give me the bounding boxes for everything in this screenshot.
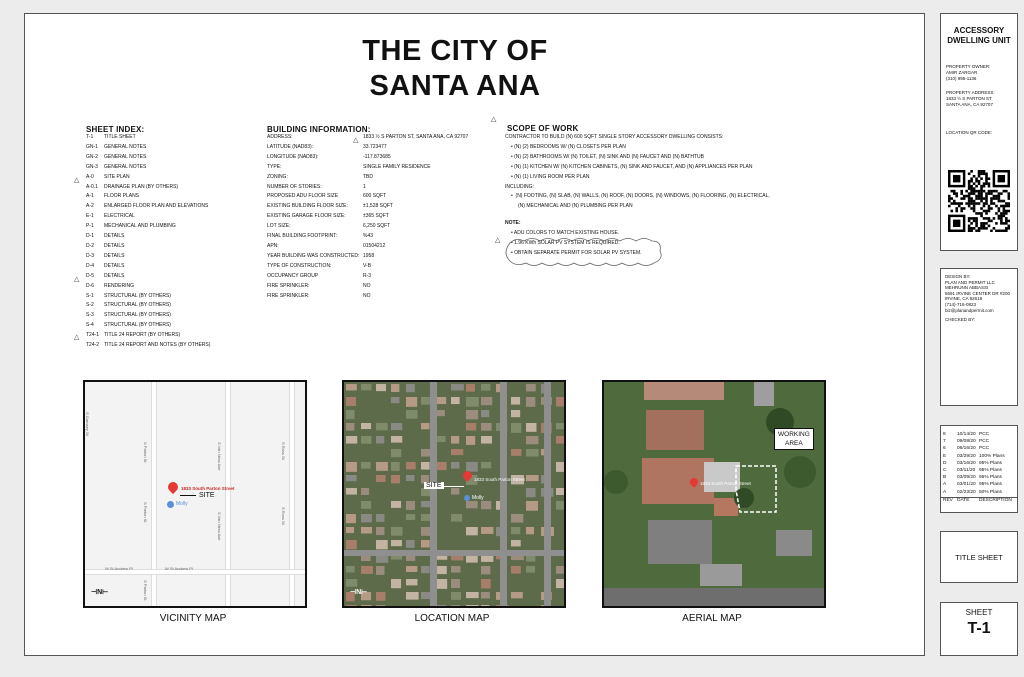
- poi-icon: [167, 501, 174, 508]
- building-info-value: %43: [363, 233, 374, 240]
- including-text: (N) FOOTING, (N) SLAB, (N) WALLS, (N) ROOF, (N) DOORS, (N) WINDOWS, (N) FLOORING, (N) ELECTRICAL,: [515, 193, 770, 200]
- building-info-heading: BUILDING INFORMATION:: [267, 125, 371, 134]
- owner-label: PROPERTY OWNER:: [946, 64, 991, 69]
- building-info-row: [267, 272, 497, 282]
- sheet-code: T24-2: [86, 342, 100, 349]
- rev-header: REV: [943, 497, 953, 503]
- scope-item-text: (N) (1) LIVING ROOM PER PLAN: [514, 173, 590, 180]
- pin-label: 1833 South Parton Street: [474, 477, 525, 482]
- building-info-row: [267, 133, 497, 143]
- building-info-row: [267, 173, 497, 183]
- date-header: DATE: [957, 497, 970, 503]
- building-info-value: ±1,528 SQFT: [363, 203, 393, 210]
- revision-triangle-icon: △: [491, 116, 497, 123]
- pin-label: 1833 South Parton Street: [700, 481, 751, 486]
- street-label: S Ross St: [281, 507, 286, 525]
- bullet-icon: •: [511, 249, 515, 256]
- sheet-code: P-1: [86, 223, 94, 230]
- rev-desc: 95% Plans: [979, 460, 1002, 466]
- note-heading: NOTE:: [505, 220, 521, 227]
- sheet-name: STRUCTURAL (BY OTHERS): [104, 302, 171, 309]
- sheet-index-item: [86, 163, 261, 173]
- rev-desc: PCC: [979, 439, 990, 445]
- poi-icon: [464, 495, 470, 501]
- sheet-index-item: [86, 133, 261, 143]
- rev-desc: 100% Plans: [979, 453, 1005, 459]
- building-info-key: ADDRESS:: [267, 134, 293, 140]
- building-info-row: [267, 262, 497, 272]
- sheet-code: A-0.1: [86, 183, 98, 190]
- scope-heading: SCOPE OF WORK: [507, 124, 579, 133]
- revision-triangle-icon: △: [74, 177, 80, 184]
- sheet-code: A-0: [86, 173, 94, 180]
- sheet-index-item: [86, 242, 261, 252]
- page-title: [325, 34, 585, 104]
- title-block-project: [940, 13, 1018, 251]
- sheet-number: T-1: [967, 620, 991, 637]
- desc-header: DESCRIPTION: [979, 497, 1012, 503]
- rev-desc: PCC: [979, 446, 990, 452]
- rev-date: 03/09/20: [957, 475, 976, 481]
- revision-row: [943, 453, 1015, 460]
- building-info-key: YEAR BUILDING WAS CONSTRUCTED:: [267, 252, 360, 259]
- bullet-icon: •: [511, 240, 515, 247]
- map-pin-icon: [166, 480, 180, 494]
- revision-triangle-icon: △: [74, 276, 80, 283]
- sheet-name: DETAILS: [104, 262, 125, 269]
- sheet-code: D-3: [86, 252, 95, 259]
- sheet-label: SHEET: [965, 608, 993, 617]
- building-info-row: [267, 143, 497, 153]
- rev-desc: PCC: [979, 432, 990, 437]
- building-info-key: NUMBER OF STORIES:: [267, 183, 322, 190]
- revision-triangle-icon: △: [74, 334, 80, 341]
- design-line-5: (714)-716-0823: [945, 301, 977, 307]
- sheet-index-item: [86, 183, 261, 193]
- aerial-caption: AERIAL MAP: [682, 613, 742, 624]
- aerial-map: [602, 380, 826, 608]
- sheet-code: T-1: [86, 134, 94, 140]
- rev-id: D: [943, 460, 947, 466]
- building-info-value: 6,250 SQFT: [363, 223, 391, 230]
- rev-id: 8: [943, 432, 946, 437]
- sheet-name: STRUCTURAL (BY OTHERS): [104, 312, 171, 319]
- sheet-name: DETAILS: [104, 252, 125, 259]
- revision-row: [943, 474, 1015, 481]
- sheet-index-item: [86, 301, 261, 311]
- sheet-name: TITLE 24 REPORT AND NOTES (BY OTHERS): [104, 342, 211, 349]
- building-info-value: 1833 ½ S PARTON ST, SANTA ANA, CA 92707: [363, 134, 469, 140]
- qr-code-icon: [948, 170, 1010, 232]
- sheet-name: GENERAL NOTES: [104, 143, 147, 150]
- rev-desc: 50% Plans: [979, 489, 1002, 495]
- leader-line: [180, 495, 196, 496]
- building-info-key: EXISTING GARAGE FLOOR SIZE:: [267, 213, 346, 220]
- north-arrow-icon: ⊣N⊢: [350, 589, 368, 596]
- site-label: SITE: [426, 482, 442, 489]
- sheet-code: A-1: [86, 193, 94, 200]
- revision-header: [941, 497, 1017, 503]
- sheet-index-item: [86, 252, 261, 262]
- building-info-key: EXISTING BUILDING FLOOR SIZE:: [267, 203, 348, 210]
- building-info-value: 1958: [363, 252, 375, 259]
- sheet-code: GN-3: [86, 163, 98, 170]
- revision-row: [943, 445, 1015, 452]
- building-info-value: NO: [363, 292, 371, 299]
- rev-date: 03/01/20: [957, 482, 976, 488]
- bullet-icon: •: [511, 153, 515, 160]
- sheet-title: TITLE SHEET: [955, 552, 1003, 562]
- title-block-sheet-title: [940, 531, 1018, 583]
- revision-row: [943, 489, 1015, 496]
- building-info-key: LOT SIZE:: [267, 223, 291, 230]
- pin-label: 1833 South Parton Street: [181, 486, 235, 491]
- rev-date: 10/14/20: [957, 432, 976, 437]
- checked-label: CHECKED BY:: [945, 317, 976, 323]
- working-area-label: [774, 428, 814, 450]
- sheet-code: S-1: [86, 292, 94, 299]
- rev-id: E: [943, 453, 947, 459]
- sheet-index-item: [86, 192, 261, 202]
- sheet-name: DRAINAGE PLAN (BY OTHERS): [104, 183, 179, 190]
- scope-item-text: (N) (2) BEDROOMS W/ (N) CLOSETS PER PLAN: [514, 143, 626, 150]
- design-line-3: 5691 IRVINE CENTER DR #200: [945, 290, 1010, 296]
- scope-item: [505, 143, 865, 153]
- sheet-name: STRUCTURAL (BY OTHERS): [104, 322, 171, 329]
- sheet-code: D-2: [86, 242, 95, 249]
- north-arrow-icon: ⊣N⊢: [91, 589, 109, 596]
- rev-id: 6: [943, 446, 946, 452]
- rev-id: C: [943, 468, 947, 474]
- working-area-l1: WORKING: [778, 431, 810, 438]
- design-label: DESIGN BY:: [945, 274, 971, 279]
- sheet-code: T24-1: [86, 332, 100, 339]
- sheet-name: STRUCTURAL (BY OTHERS): [104, 292, 171, 299]
- sheet-index-item: [86, 331, 261, 341]
- sheet-name: MECHANICAL AND PLUMBING: [104, 223, 176, 230]
- rev-date: 03/29/20: [957, 453, 976, 459]
- scope-item: [505, 153, 865, 163]
- north-label: N: [97, 589, 103, 596]
- sheet-index-item: [86, 341, 261, 351]
- revision-table: [940, 425, 1018, 513]
- sheet-index-item: [86, 153, 261, 163]
- building-info-key: APN:: [267, 242, 279, 249]
- scope-including-label: INCLUDING:: [505, 183, 534, 190]
- design-line-2: MEHRUNN ABBASSI: [945, 285, 989, 291]
- street-label: S Parton St: [143, 502, 148, 523]
- address-label: PROPERTY ADDRESS:: [946, 90, 995, 95]
- poi-label: Molly: [176, 501, 188, 507]
- sheet-name: ELECTRICAL: [104, 213, 135, 220]
- sheet-name: TITLE SHEET: [104, 134, 136, 140]
- vicinity-caption: VICINITY MAP: [159, 613, 227, 624]
- sheet-name: RENDERING: [104, 282, 135, 289]
- rev-desc: 95% Plans: [979, 468, 1002, 474]
- building-info-key: TYPE:: [267, 163, 282, 170]
- scope-item: [505, 163, 865, 173]
- sheet-name: GENERAL NOTES: [104, 153, 147, 160]
- rev-id: A: [943, 482, 947, 488]
- sheet-name: GENERAL NOTES: [104, 163, 147, 170]
- building-info-key: FIRE SPRINKLER:: [267, 292, 310, 299]
- sheet-name: DETAILS: [104, 272, 125, 279]
- sheet-index-item: [86, 262, 261, 272]
- revision-row: [943, 460, 1015, 467]
- building-info-value: R-3: [363, 272, 372, 279]
- design-block: [941, 269, 1017, 328]
- north-label: N: [356, 589, 362, 596]
- design-line-6: biz@planandpermit.com: [945, 307, 994, 313]
- sheet-index-item: [86, 311, 261, 321]
- rev-date: 02/23/20: [957, 489, 976, 495]
- sheet-name: DETAILS: [104, 242, 125, 249]
- location-caption: LOCATION MAP: [414, 613, 490, 624]
- street-label: W St Andrew Pl: [165, 566, 193, 571]
- sheet-code: S-2: [86, 302, 94, 309]
- aerial-satellite: [604, 382, 824, 606]
- working-area-l2: AREA: [785, 440, 803, 447]
- location-map: [342, 380, 566, 608]
- rev-id: B: [943, 475, 947, 481]
- sheet-index-item: [86, 282, 261, 292]
- note-text: OBTAIN SEPARATE PERMIT FOR SOLAR PV SYSTEM.: [514, 249, 642, 256]
- sheet-index-item: [86, 272, 261, 282]
- street-label: S Van Ness Ave: [217, 442, 222, 471]
- sheet-code: A-2: [86, 203, 94, 210]
- rev-date: 03/16/20: [957, 460, 976, 466]
- building-info-list: [267, 133, 497, 301]
- building-info-row: [267, 183, 497, 193]
- sheet-index-heading: SHEET INDEX:: [86, 125, 145, 134]
- rev-id: 7: [943, 439, 946, 445]
- qr-label: LOCATION QR CODE:: [946, 130, 993, 135]
- sheet-index-item: [86, 292, 261, 302]
- building-info-row: [267, 202, 497, 212]
- owner-name: AMIR ZARGAR: [946, 70, 978, 75]
- building-info-row: [267, 252, 497, 262]
- bullet-icon: •: [511, 230, 514, 237]
- project-title: ACCESSORY DWELLING UNIT: [947, 26, 1011, 45]
- address-line-1: 1833 ½ S PARTON ST: [946, 96, 992, 101]
- including-text-2: (N) MECHANICAL AND (N) PLUMBING PER PLAN: [518, 203, 633, 210]
- building-info-key: LATITUDE (NAD83):: [267, 143, 314, 150]
- design-line-1: PLAN AND PERMIT LLC: [945, 279, 995, 285]
- sheet-name: TITLE 24 REPORT (BY OTHERS): [104, 332, 181, 339]
- title-block-sheet-number: [940, 602, 1018, 656]
- building-info-key: OCCUPANCY GROUP: [267, 272, 319, 279]
- sheet-index-item: [86, 173, 261, 183]
- sheet-index-item: [86, 143, 261, 153]
- sheet-code: D-1: [86, 233, 95, 240]
- sheet-code: E-1: [86, 213, 94, 220]
- revision-triangle-icon: △: [495, 237, 501, 244]
- leader-line: [444, 486, 464, 487]
- rev-desc: 95% Plans: [979, 482, 1002, 488]
- revision-row: [943, 431, 1015, 438]
- note-text: ADU COLORS TO MATCH EXISTING HOUSE.: [513, 230, 620, 237]
- site-label: SITE: [199, 492, 215, 499]
- rev-date: 03/11/20: [957, 468, 976, 474]
- sheet-index-list: [86, 133, 261, 351]
- sheet-name: DETAILS: [104, 233, 125, 240]
- building-info-row: [267, 232, 497, 242]
- sheet-code: S-3: [86, 312, 94, 319]
- building-info-value: -117.873685: [363, 153, 391, 160]
- sheet-code: GN-2: [86, 153, 98, 160]
- location-satellite: [344, 382, 564, 606]
- building-info-key: FINAL BUILDING FOOTPRINT:: [267, 233, 338, 240]
- note-text: 1.96 KWh SOLAR PV SYSTEM IS REQUIRED.: [514, 240, 620, 247]
- revision-rows: [941, 426, 1017, 496]
- building-info-value: TBD: [363, 173, 373, 180]
- sheet-index-item: [86, 321, 261, 331]
- sheet-index-item: [86, 222, 261, 232]
- revision-cloud: [502, 237, 666, 267]
- building-info-key: TYPE OF CONSTRUCTION:: [267, 262, 332, 269]
- vicinity-map: [83, 380, 307, 608]
- bullet-icon: •: [511, 173, 515, 180]
- building-info-value: 1: [363, 183, 366, 190]
- building-info-key: LONGITUDE (NAD83):: [267, 153, 319, 160]
- building-info-row: [267, 212, 497, 222]
- poi-label: Molly: [472, 495, 484, 501]
- building-info-row: [267, 292, 497, 302]
- sheet-code: D-4: [86, 262, 95, 269]
- building-info-value: 600 SQFT: [363, 193, 387, 200]
- scope-including-item: • (N) FOOTING, (N) SLAB, (N) WALLS, (N) ROOF, (N) DOORS, (N) WINDOWS, (N) FLOORING, (N) ELECTRICAL,: [511, 193, 770, 200]
- street-label: S Parton St: [143, 442, 148, 463]
- building-info-value: NO: [363, 282, 371, 289]
- design-line-4: IRVINE, CA 92618: [945, 296, 983, 302]
- building-info-key: FIRE SPRINKLER:: [267, 282, 310, 289]
- street-label: S Garnsey St: [85, 412, 90, 436]
- scope-items: [505, 143, 865, 183]
- building-info-row: [267, 242, 497, 252]
- building-info-row: [267, 163, 497, 173]
- revision-row: [943, 481, 1015, 488]
- drawing-sheet: [24, 13, 925, 656]
- building-info-row: [267, 153, 497, 163]
- sheet-index-item: [86, 202, 261, 212]
- sheet-name: FLOOR PLANS: [104, 193, 140, 200]
- street-label: S Ross St: [281, 442, 286, 460]
- rev-id: A: [943, 489, 947, 495]
- revision-row: [943, 467, 1015, 474]
- bullet-icon: •: [511, 143, 515, 150]
- building-info-row: [267, 222, 497, 232]
- building-info-row: [267, 192, 497, 202]
- owner-block: [941, 64, 1017, 136]
- building-info-value: V-B: [363, 262, 372, 269]
- building-info-key: ZONING:: [267, 173, 288, 180]
- sheet-name: ENLARGED FLOOR PLAN AND ELEVATIONS: [104, 203, 209, 210]
- owner-phone: (310) 995-1136: [946, 76, 977, 81]
- sheet-code: D-5: [86, 272, 95, 279]
- building-info-value: 01504212: [363, 242, 386, 249]
- street-label: S Van Ness Ave: [217, 512, 222, 541]
- sheet-name: SITE PLAN: [104, 173, 130, 180]
- sheet-index-item: [86, 232, 261, 242]
- sheet-code: D-6: [86, 282, 95, 289]
- revision-triangle-icon: △: [353, 137, 359, 144]
- sheet-index-item: [86, 212, 261, 222]
- title-block-design: [940, 268, 1018, 406]
- sheet-code: GN-1: [86, 143, 98, 150]
- street-label: W St Andrew Pl: [105, 566, 133, 571]
- scope-intro: CONTRACTOR TO BUILD (N) 600 SQFT SINGLE STORY ACCESSORY DWELLING CONSISTS:: [505, 134, 724, 140]
- title-line-2: SANTA ANA: [369, 70, 541, 102]
- scope-item: [505, 173, 865, 183]
- scope-item-text: (N) (1) KITCHEN W/ (N) KITCHEN CABINETS, (N) SINK AND FAUCET, AND (N) APPLIANCES PER PLAN: [514, 163, 753, 170]
- address-line-2: SANTA ANA, CA 92707: [946, 102, 993, 107]
- rev-date: 09/08/20: [957, 439, 976, 445]
- rev-date: 06/16/20: [957, 446, 976, 452]
- sheet-code: S-4: [86, 322, 94, 329]
- revision-row: [943, 438, 1015, 445]
- street-label: S Parton St: [143, 580, 148, 601]
- building-info-value: 33.723477: [363, 143, 387, 150]
- bullet-icon: •: [511, 163, 515, 170]
- building-info-key: PROPOSED ADU FLOOR SIZE: [267, 193, 339, 200]
- building-info-value: ±365 SQFT: [363, 213, 389, 220]
- scope-item-text: (N) (2) BATHROOMS W/ (N) TOILET, (N) SINK AND (N) FAUCET AND (N) BATHTUB: [514, 153, 704, 160]
- building-info-value: SINGLE FAMILY RESIDENCE: [363, 163, 431, 170]
- building-info-row: [267, 282, 497, 292]
- rev-desc: 95% Plans: [979, 475, 1002, 481]
- title-line-1: THE CITY OF: [362, 35, 548, 67]
